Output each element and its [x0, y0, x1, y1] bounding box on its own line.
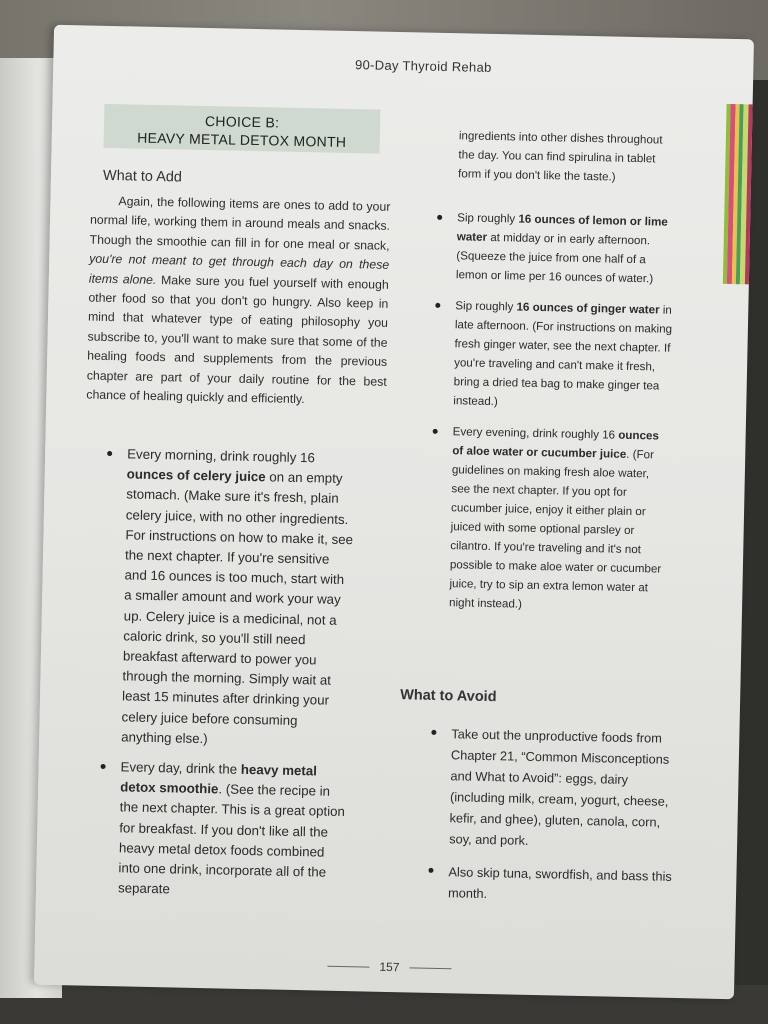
what-to-avoid-heading: What to Avoid: [399, 687, 497, 706]
bold-phrase: 16 ounces of lemon or lime water: [456, 212, 668, 244]
bold-phrase: ounces of aloe water or cucumber juice: [452, 428, 660, 461]
add-list-right: [427, 208, 676, 629]
list-item-lemon-water: Sip roughly 16 ounces of lemon or lime water at midday or in early afternoon. (Squeeze the juice from one half of a lemon or lime per 16 ounces of water.): [434, 208, 676, 289]
intro-paragraph: [86, 192, 390, 412]
page-number: [314, 958, 464, 975]
bullet-icon: [428, 868, 433, 873]
what-to-add-heading: What to Add: [102, 167, 183, 186]
avoid-list: [426, 723, 680, 920]
bullet-icon: [437, 215, 442, 220]
intro-text-2: Make sure you fuel yourself with enough other food so that you don't go hungry. Also keep in mind that whatever type of eating philosophy you subscribe to, you'll want to make sure that some of the healing foods and supplements from the previous chapter are part of your daily routine for the best chance of healing quickly and efficiently.: [86, 272, 389, 407]
list-item-skip-fish: Also skip tuna, swordfish, and bass this month.: [426, 861, 677, 908]
colored-page-tabs: [723, 104, 753, 285]
bold-phrase: 16 ounces of ginger water: [516, 300, 660, 317]
bullet-icon: [431, 730, 436, 735]
book-page: [34, 25, 754, 999]
intro-text-1: Again, the following items are ones to add to your normal life, working them in around meals and snacks. Though the smoothie can fill in for one meal or snack,: [89, 194, 391, 253]
bold-phrase: ounces of celery juice: [126, 466, 266, 485]
intro-text-italic: you're not meant to get through each day on these items alone.: [88, 251, 390, 287]
running-head: 90-Day Thyroid Rehab: [354, 57, 492, 75]
bullet-icon: [107, 451, 112, 456]
bullet-icon: [101, 764, 106, 769]
bullet-icon: [435, 303, 440, 308]
section-title-line1: CHOICE B:: [204, 112, 280, 131]
folio-rule-right: [409, 968, 451, 970]
list-item-celery-juice: Every morning, drink roughly 16 ounces of celery juice on an empty stomach. (Make sure it's fresh, plain celery juice, with no other ingredients. For instructions on how to make it, see the next chapter. If you're sensitive and 16 ounces is too much, start with a smaller amount and work your way up. Celery juice is a medicinal, not a caloric drink, so you'll still need breakfast afterward to power you through the morning. Simply wait at least 15 minutes after drinking your celery juice before consuming anything else.): [99, 444, 355, 752]
section-title-box: [104, 104, 381, 154]
page-number-text: 157: [379, 959, 400, 975]
list-item-ginger-water: Sip roughly 16 ounces of ginger water in late afternoon. (For instructions on making fresh ginger water, see the next chapter. If you're traveling and can't make it fresh, bring a dried tea bag to make ginger tea instead.): [431, 296, 673, 415]
list-item-aloe-water: Every evening, drink roughly 16 ounces of aloe water or cucumber juice. (For guidelines on making fresh aloe water, see the next chapter. If you opt for cucumber juice, enjoy it either plain or juiced with some optional parsley or cilantro. If you're traveling and it's not possible to make aloe water or cucumber juice, try to sip an extra lemon water at night instead.): [427, 422, 671, 617]
section-title-line2: HEAVY METAL DETOX MONTH: [137, 129, 347, 150]
bullet-icon: [433, 429, 438, 434]
smoothie-continued-text: ingredients into other dishes throughout the day. You can find spirulina in tablet form if you don't like the taste.): [457, 129, 663, 184]
list-item-smoothie: Every day, drink the heavy metal detox smoothie. (See the recipe in the next chapter. This is a great option for breakfast. If you don't like all the heavy metal detox foods combined into one drink, incorporate all of the separate: [96, 757, 349, 904]
add-list-left: [96, 444, 356, 914]
bold-phrase: heavy metal detox smoothie: [120, 761, 318, 797]
list-item-unproductive-foods: Take out the unproductive foods from Chapter 21, “Common Misconceptions and What to Avoid”: eggs, dairy (including milk, cream, yogurt, cheese, kefir, and ghee), gluten, canola, corn, soy, and pork.: [427, 723, 680, 854]
folio-rule-left: [327, 966, 369, 968]
